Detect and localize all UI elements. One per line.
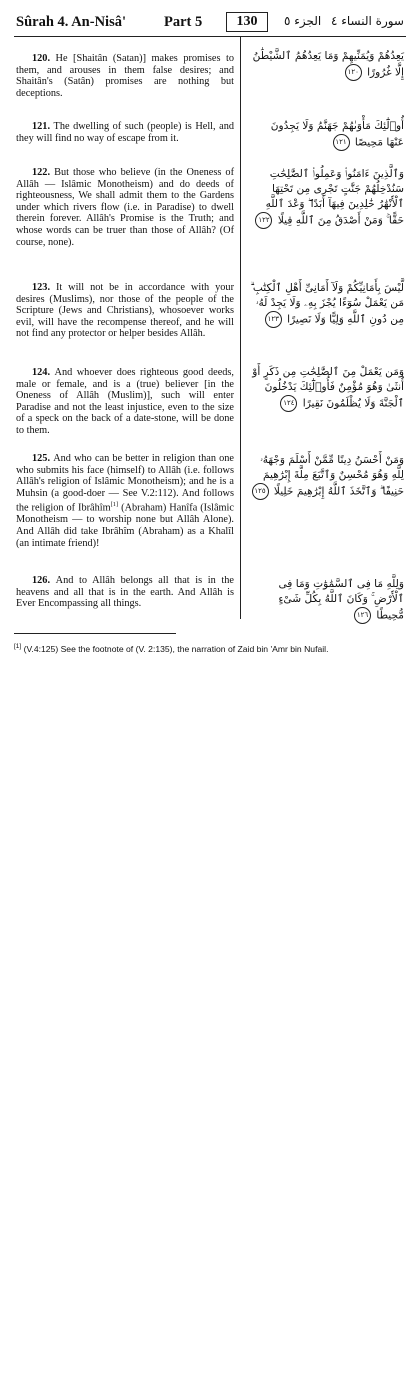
verse-number: 121.	[32, 121, 54, 132]
verse-arabic	[250, 365, 404, 412]
part-label: Part 5	[164, 14, 203, 30]
ayah-number-marker: ١٢٣	[265, 311, 282, 328]
verse-arabic	[250, 577, 404, 624]
verse-text: The dwelling of such (people) is Hell, and they will find no way of escape from it.	[16, 121, 235, 144]
ayah-number-marker: ١٢٠	[345, 64, 362, 81]
juz-label-arabic: الجزء ٥	[284, 14, 322, 28]
ayah-number-marker: ١٢٥	[252, 483, 269, 500]
verse-text: And whoever does righteous good deeds, male or female, and is a (true) believer [in the Oneness of Allâh (Muslim)], such will enter Paradise and not the least injustice, even to the size of a speck on the back of a date-stone, will be done to them.	[16, 367, 234, 436]
verse-translation	[16, 282, 234, 340]
verse-translation	[16, 575, 234, 610]
quran-page	[14, 10, 406, 654]
verse-number: 126.	[32, 575, 56, 586]
verse-text: It will not be in accordance with your desires (Muslims), nor those of the people of the Scripture (Jews and Christians), whosoever works evil, will have the recompense thereof, and he will not find any protector or helper besides Allâh.	[16, 282, 234, 340]
page-number-box: 130	[226, 12, 268, 32]
verse-arabic	[250, 167, 404, 229]
footnote-reference[interactable]: [1]	[110, 501, 119, 509]
verse-text: He [Shaitân (Satan)] makes promises to them, and arouses in them false desires; and Shaitân's (Satân) promises are nothing but deceptions.	[16, 53, 235, 99]
arabic-text: وَٱلَّذِينَ ءَامَنُوا۟ وَعَمِلُوا۟ ٱلصَّٰلِحَٰتِ سَنُدْخِلُهُمْ جَنَّٰتٍ تَجْرِى مِن تَحْتِهَا ٱلْأَنْهَٰرُ خَٰلِدِينَ فِيهَآ أَبَدًا ۖ وَعْدَ ٱللَّهِ حَقًّا ۚ وَمَنْ أَصْدَقُ مِنَ ٱللَّهِ قِيلًا	[265, 168, 404, 227]
arabic-text: وَلِلَّهِ مَا فِى ٱلسَّمَٰوَٰتِ وَمَا فِى ٱلْأَرْضِ ۚ وَكَانَ ٱللَّهُ بِكُلِّ شَىْءٍ مُّحِيطًا	[278, 578, 404, 622]
page-header	[14, 10, 406, 37]
arabic-text: وَمَن يَعْمَلْ مِنَ ٱلصَّٰلِحَٰتِ مِن ذَكَرٍ أَوْ أُنثَىٰ وَهُوَ مُؤْمِنٌ فَأُو۟لَٰٓئِكَ يَدْخُلُونَ ٱلْجَنَّةَ وَلَا يُظْلَمُونَ نَقِيرًا	[252, 366, 404, 410]
footnote	[14, 642, 406, 654]
arabic-text: وَمَنْ أَحْسَنُ دِينًا مِّمَّنْ أَسْلَمَ وَجْهَهُۥ لِلَّهِ وَهُوَ مُحْسِنٌ وَٱتَّبَعَ مِلَّةَ إِبْرَٰهِيمَ حَنِيفًا ۗ وَٱتَّخَذَ ٱللَّهُ إِبْرَٰهِيمَ خَلِيلًا	[260, 454, 404, 498]
verse-arabic	[250, 119, 404, 151]
verse-translation	[16, 53, 234, 99]
verse-translation	[16, 367, 234, 437]
footnote-marker: [1]	[14, 643, 22, 650]
verse-arabic	[250, 49, 404, 81]
surah-title: Sûrah 4. An-Nisâ'	[16, 14, 126, 30]
verse-number: 125.	[32, 453, 54, 464]
arabic-text: يَعِدُهُمْ وَيُمَنِّيهِمْ وَمَا يَعِدُهُمُ ٱلشَّيْطَٰنُ إِلَّا غُرُورًا	[252, 50, 404, 79]
verse-translation	[16, 453, 234, 549]
verse-translation	[16, 121, 234, 144]
arabic-text: لَّيْسَ بِأَمَانِيِّكُمْ وَلَآ أَمَانِىِّ أَهْلِ ٱلْكِتَٰبِ ۗ مَن يَعْمَلْ سُوٓءًا يُجْزَ بِهِۦ وَلَا يَجِدْ لَهُۥ مِن دُونِ ٱللَّهِ وَلِيًّا وَلَا نَصِيرًا	[250, 282, 404, 326]
footnote-rule	[14, 633, 176, 634]
verse-number: 122.	[32, 167, 55, 178]
arabic-text: أُو۟لَٰٓئِكَ مَأْوَىٰهُمْ جَهَنَّمُ وَلَا يَجِدُونَ عَنْهَا مَحِيصًا	[270, 120, 404, 149]
ayah-number-marker: ١٢٦	[354, 607, 371, 624]
column-divider	[240, 37, 241, 619]
surah-title-arabic: سورة النساء ٤	[330, 14, 404, 28]
verse-text: And to Allâh belongs all that is in the heavens and all that is in the earth. And Allâh is Ever Encompassing all things.	[16, 575, 234, 610]
verse-number: 120.	[32, 53, 56, 64]
verse-number: 123.	[32, 282, 56, 293]
ayah-number-marker: ١٢٢	[255, 212, 272, 229]
verse-text-continued: (Abraham) Hanîfa (Islâmic Monotheism — to worship none but Allâh Alone). And Allâh did take Ibrâhîm (Abraham) as a Khalîl (an intimate friend)!	[16, 502, 234, 549]
ayah-number-marker: ١٢٤	[280, 395, 297, 412]
verse-number: 124.	[32, 367, 55, 378]
footnote-text: (V.4:125) See the footnote of (V. 2:135), the narration of Zaid bin 'Amr bin Nufail.	[21, 643, 329, 654]
verse-translation	[16, 167, 234, 248]
verse-text: And who can be better in religion than one who submits his face (himself) to Allâh (i.e. follows Allâh's religion of Islâmic Monotheism); and he is a Muhsin (a good-doer — See V.2:112). And follows the religion of Ibrâhîm	[16, 453, 235, 514]
verse-arabic	[250, 453, 404, 500]
ayah-number-marker: ١٢١	[333, 134, 350, 151]
verse-arabic	[250, 281, 404, 328]
verse-text: But those who believe (in the Oneness of Allâh — Islâmic Monotheism) and do deeds of righteousness, We shall admit them to the Gardens under which rivers flow (i.e. in Paradise) to dwell therein forever. Allâh's Promise is the Truth; and whose words can be truer than those of Allâh? (Of course, none).	[16, 167, 235, 248]
